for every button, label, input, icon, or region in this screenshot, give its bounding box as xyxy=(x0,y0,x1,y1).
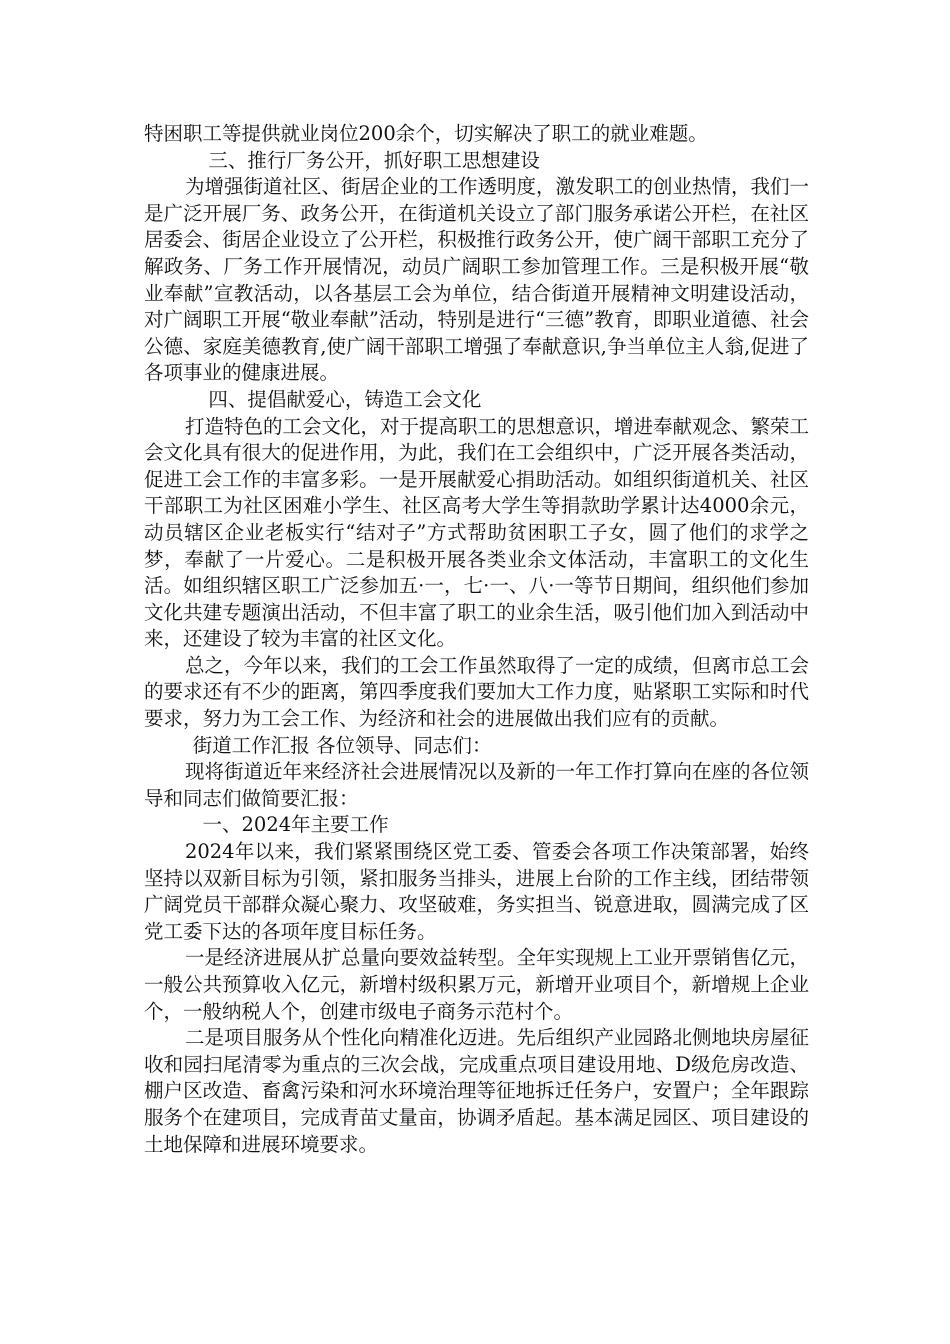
paragraph-summary: 总之，今年以来，我们的工会工作虽然取得了一定的成绩，但离市总工会的要求还有不少的距离，第四季度我们要加大工作力度，贴紧职工实际和时代要求，努力为工会工作、为经济和社会的进展做出我们应有的贡献。 xyxy=(144,653,809,731)
paragraph-report-intro: 现将街道近年来经济社会进展情况以及新的一年工作打算向在座的各位领导和同志们做简要汇报： xyxy=(144,760,809,810)
paragraph-union-culture: 打造特色的工会文化，对于提高职工的思想意识，增进奉献观念、繁荣工会文化具有很大的促进作用，为此，我们在工会组织中，广泛开展各类活动，促进工会工作的丰富多彩。一是开展献爱心捐助活动。如组织街道机关、社区干部职工为社区困难小学生、社区高考大学生等捐款助学累计达4000余元，动员辖区企业老板实行“结对子”方式帮助贫困职工子女，圆了他们的求学之梦，奉献了一片爱心。二是积极开展各类业余文体活动，丰富职工的文化生活。如组织辖区职工广泛参加五·一，七·一、八·一等节日期间，组织他们参加文化共建专题演出活动，不但丰富了职工的业余生活，吸引他们加入到活动中来，还建设了较为丰富的社区文化。 xyxy=(144,414,809,651)
document-page xyxy=(144,121,809,1158)
section-heading-4: 四、提倡献爱心，铸造工会文化 xyxy=(208,387,482,411)
paragraph-project-service: 二是项目服务从个性化向精准化迈进。先后组织产业园路北侧地块房屋征收和园扫尾清零为重点的三次会战，完成重点项目建设用地、D级危房改造、棚户区改造、畜禽污染和河水环境治理等征地拆迁任务户，安置户；全年跟踪服务个在建项目，完成青苗丈量亩，协调矛盾起。基本满足园区、项目建设的土地保障和进展环境要求。 xyxy=(144,1026,809,1156)
paragraph-economy: 一是经济进展从扩总量向要效益转型。全年实现规上工业开票销售亿元，一般公共预算收入亿元，新增村级积累万元，新增开业项目个，新增规上企业个，一般纳税人个，创建市级电子商务示范村个。 xyxy=(144,946,809,1023)
report-title-line: 街道工作汇报 各位领导、同志们： xyxy=(192,733,492,757)
paragraph-year-overview: 2024年以来，我们紧紧围绕区党工委、管委会各项工作决策部署，始终坚持以双新目标为引领，紧扣服务当排头，进展上台阶的工作主线，团结带领广阔党员干部群众凝心聚力、攻坚破难，务实担当、锐意进取，圆满完成了区党工委下达的各项年度目标任务。 xyxy=(144,840,809,943)
section-heading-3: 三、推行厂务公开，抓好职工思想建设 xyxy=(208,148,540,172)
paragraph-employment: 特困职工等提供就业岗位200余个，切实解决了职工的就业难题。 xyxy=(144,122,708,145)
section-heading-main-work: 一、2024年主要工作 xyxy=(202,813,389,837)
paragraph-transparency: 为增强街道社区、街居企业的工作透明度，激发职工的创业热情，我们一是广泛开展厂务、政务公开，在街道机关设立了部门服务承诺公开栏，在社区居委会、街居企业设立了公开栏，积极推行政务公开，使广阔干部职工充分了解政务、厂务工作开展情况，动员广阔职工参加管理工作。三是积极开展“敬业奉献”宣教活动，以各基层工会为单位，结合街道开展精神文明建设活动，对广阔职工开展“敬业奉献”活动，特别是进行“三德”教育，即职业道德、社会公德、家庭美德教育,使广阔干部职工增强了奉献意识,争当单位主人翁,促进了各项事业的健康进展。 xyxy=(144,175,809,385)
